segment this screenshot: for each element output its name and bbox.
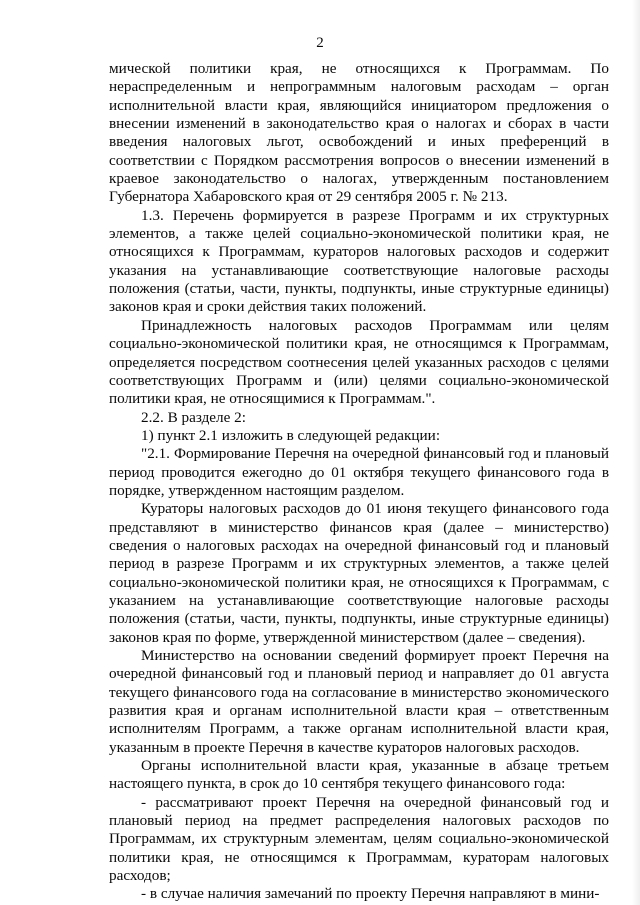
paragraph: - рассматривают проект Перечня на очередной финансовый год и плановый период на предмет распределения налоговых расходов по Программам, их структурным элементам, целям социально-экономической политики края, не относящимся к Программам, кураторам налоговых расходов; [109,793,609,885]
paragraph: Кураторы налоговых расходов до 01 июня текущего финансового года представляют в министерство финансов края (далее – министерство) сведения о налоговых расходах на очередной финансовый год и плановый период в разрезе Программ и их структурных элементов, а также целей социально-экономической политики края, не относящихся к Программам, с указанием на устанавливающие соответствующие налоговые расходы положения (статьи, части, пункты, подпункты, иные структурные единицы) законов края по форме, утвержденной министерством (далее – сведения). [109,500,609,646]
paragraph: 1.3. Перечень формируется в разрезе Программ и их структурных элементов, а также целей социально-экономической политики края, не относящихся к Программам, кураторов налоговых расходов и содержит указания на устанавливающие соответствующие налоговые расходы положения (статьи, части, пункты, подпункты, иные структурные единицы) законов края и сроки действия таких положений. [109,206,609,316]
paragraph: Министерство на основании сведений формирует проект Перечня на очередной финансовый год и плановый период и направляет до 01 августа текущего финансового года на согласование в министерство экономического развития края и органам исполнительной власти края – ответственным исполнителям Программ, а также органам исполнительной власти края, указанным в проекте Перечня в качестве кураторов налоговых расходов. [109,647,609,756]
paragraph: Органы исполнительной власти края, указанные в абзаце третьем настоящего пункта, в срок до 10 сентября текущего финансового года: [109,757,609,793]
paragraph: 1) пункт 2.1 изложить в следующей редакции: [141,426,441,444]
paragraph: "2.1. Формирование Перечня на очередной финансовый год и плановый период проводится ежегодно до 01 октября текущего финансового года в порядке, утвержденном настоящим разделом. [109,445,609,499]
page-number: 2 [316,35,324,51]
paragraph: Принадлежность налоговых расходов Программам или целям социально-экономической политики края, не относящимся к Программам, определяется посредством соотнесения целей указанных расходов с целями соответствующих Программ и (или) целями социально-экономической политики края, не относящимися к Программам.". [109,316,609,408]
paragraph: 2.2. В разделе 2: [141,408,246,426]
scan-edge-shadow [632,0,640,905]
paragraph: мической политики края, не относящихся к Программам. По нераспределенным и непрограммным налоговым расходам – орган исполнительной власти края, являющийся инициатором предложения о внесении изменений в законодательство края о налогах и сборах в части введения налоговых льгот, освобождений и иных преференций в соответствии с Порядком рассмотрения вопросов о внесении изменений в краевое законодательство о налогах, утвержденным постановлением Губернатора Хабаровского края от 29 сентября 2005 г. № 213. [109,60,609,206]
document-body [109,60,609,904]
paragraph: - в случае наличия замечаний по проекту Перечня направляют в мини- [141,885,600,903]
